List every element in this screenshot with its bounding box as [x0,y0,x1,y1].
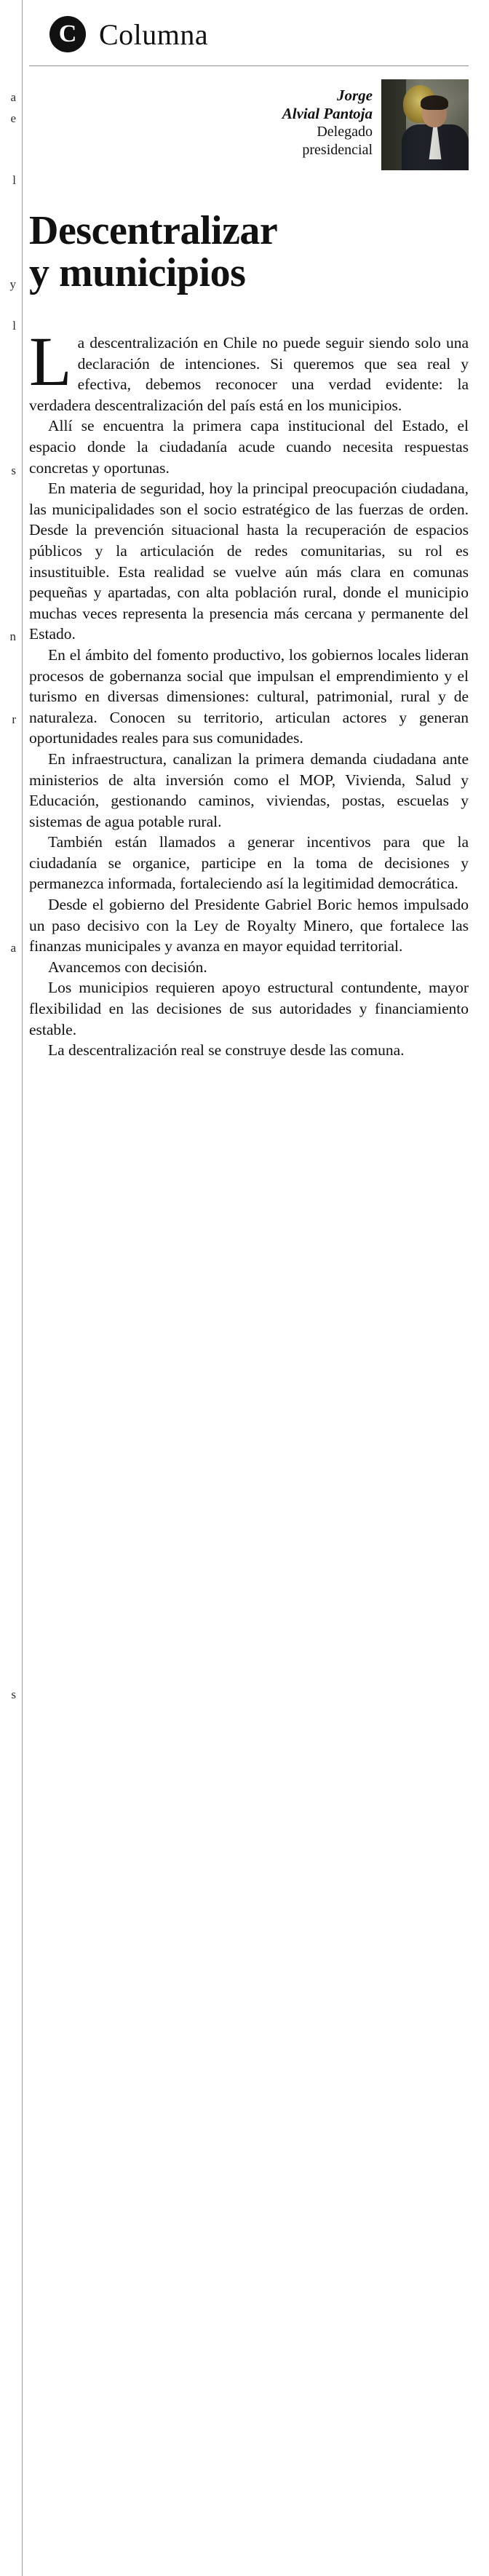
sliver-line [0,897,17,918]
article-paragraph: También están llamados a generar incentivos para que la ciudadanía se organice, participe en la toma de decisiones y permanezca informada, fortaleciendo así la legitimidad democrática. [29,833,469,893]
sliver-line [0,917,17,938]
sliver-line [0,399,17,420]
section-masthead [29,0,469,63]
sliver-line [0,1353,17,1374]
sliver-line [0,1975,17,1996]
column-divider-rule [22,0,23,2576]
sliver-line [0,378,17,399]
sliver-line [0,1207,17,1228]
article-paragraph [29,322,469,416]
article-paragraph: En el ámbito del fomento productivo, los gobiernos locales lideran procesos de gobernanza social que impulsan el emprendimiento y el turismo en diversas dimensiones: cultural, patrimonial, rural y de naturaleza. Conocen su territorio, articulan actores y generan oportunidades reales para sus comunidades. [29,645,469,747]
article-paragraph: Los municipios requieren apoyo estructural contundente, mayor flexibilidad en las decisiones de sus autoridades y financiamiento estable. [29,979,469,1038]
sliver-line [0,1850,17,1872]
sliver-line [0,1829,17,1850]
sliver-line: l [12,318,16,333]
sliver-line [0,544,17,565]
article-paragraph: En infraestructura, canalizan la primera demanda ciudadana ante ministerios de alta inversión como el MOP, Vivienda, Salud y Educación, gestionando caminos, viviendas, postas, escuelas y sistemas de agua potable rural. [29,750,469,830]
sliver-line [0,1581,17,1602]
article-paragraph-text: a descentralización en Chile no puede seguir siendo solo una declaración de intenciones. Si queremos que sea real y efectiva, debemos reconocer una verdad evidente: la verdadera descentralización del país está en los municipios. [29,334,469,414]
sliver-line: s [11,1687,16,1701]
article-paragraph: Avancemos con decisión. [48,958,207,976]
sliver-line [0,834,17,855]
sliver-line [0,855,17,876]
sliver-line [0,2016,17,2038]
sliver-line [0,772,17,793]
section-title: Columna [99,17,209,51]
sliver-line [0,1995,17,2016]
sliver-line [0,792,17,814]
sliver-line [0,1933,17,1955]
article-paragraph: En materia de seguridad, hoy la principal preocupación ciudadana, las municipalidades son el socio estratégico de las fuerzas de orden. Desde la prevención situacional hasta la recuperación de espacios públicos y la articulación de redes comunitarias, su rol es insustituible. Esta realidad se vuelve aún más clara en comunas pequeñas y apartadas, con alta población rural, donde el municipio muchas veces representa la presencia más cercana y permanente del Estado. [29,480,469,643]
article-paragraph: Allí se encuentra la primera capa institucional del Estado, el espacio donde la ciudadanía acude cuando necesita respuestas concretas y oportunas. [29,417,469,477]
author-last-name: Alvial Pantoja [282,105,373,122]
sliver-line [0,1415,17,1436]
byline-block [29,66,469,175]
sliver-line [0,440,17,461]
article-paragraph: La descentralización real se construye desde las comuna. [48,1041,405,1060]
adjacent-column-sliver [0,0,17,2576]
sliver-line [0,129,17,150]
sliver-line [0,523,17,544]
sliver-line [0,1622,17,1643]
sliver-line [0,1809,17,1830]
sliver-line [0,1456,17,1477]
headline-line-1: Descentralizar [29,207,278,253]
sliver-line [0,1332,17,1353]
sliver-line [0,1643,17,1664]
article-column [29,0,474,2576]
sliver-line [0,1892,17,1913]
sliver-line [0,979,17,1001]
sliver-line [0,1477,17,1498]
sliver-line [0,1788,17,1809]
sliver-line [0,295,17,316]
sliver-line [0,751,17,772]
sliver-line [0,648,17,669]
portrait-shading [381,79,469,170]
sliver-line [0,1912,17,1933]
sliver-line [0,1104,17,1125]
sliver-line [0,233,17,254]
sliver-line [0,1062,17,1084]
drop-cap: L [29,322,72,401]
sliver-line [0,1602,17,1623]
article-body [29,322,469,1061]
column-badge-icon: C [49,16,86,52]
sliver-line [0,191,17,212]
sliver-line [0,1871,17,1892]
sliver-line [0,1394,17,1415]
sliver-line [0,150,17,171]
sliver-line [0,212,17,233]
sliver-line: y [9,277,16,291]
sliver-line [0,731,17,752]
sliver-line [0,1311,17,1332]
sliver-line [0,2037,17,2058]
sliver-line [0,1041,17,1062]
sliver-line [0,606,17,627]
author-first-name: Jorge [337,87,373,104]
sliver-line [0,502,17,523]
byline-text [282,79,373,159]
sliver-line [0,1083,17,1104]
sliver-line [0,565,17,586]
sliver-line [0,1270,17,1291]
sliver-line: a [10,940,16,955]
sliver-line [0,253,17,274]
sliver-line [0,689,17,710]
sliver-line [0,958,17,979]
sliver-line [0,1663,17,1685]
sliver-line [0,585,17,606]
sliver-line [0,814,17,835]
sliver-line: r [12,712,16,726]
sliver-line [0,1705,17,1726]
sliver-line [0,357,17,378]
author-role-line2: presidencial [302,142,373,158]
sliver-line [0,1124,17,1145]
sliver-line [0,1954,17,1975]
sliver-line [0,1290,17,1311]
sliver-line [0,2058,17,2079]
sliver-line [0,1768,17,1789]
sliver-line [0,1746,17,1768]
sliver-line [0,336,17,357]
sliver-line [0,1249,17,1270]
article-paragraph: Desde el gobierno del Presidente Gabriel Boric hemos impulsado un paso decisivo con la Ley de Royalty Minero, que fortalece las finanzas municipales y avanza en mayor equidad territorial. [29,896,469,955]
sliver-line [0,1228,17,1249]
sliver-line: a [10,90,16,104]
sliver-line [0,1539,17,1560]
article-headline [29,202,469,298]
sliver-line: s [11,464,16,477]
author-role-line1: Delegado [317,124,373,140]
sliver-line [0,1021,17,1042]
sliver-line [0,1145,17,1166]
sliver-line [0,419,17,440]
sliver-line [0,1187,17,1208]
sliver-line [0,1519,17,1540]
sliver-line [0,1498,17,1519]
sliver-line: l [12,173,16,187]
sliver-line [0,1000,17,1021]
author-portrait-photo [381,79,469,170]
sliver-line [0,1166,17,1187]
sliver-line: e [10,111,16,125]
sliver-line [0,668,17,689]
sliver-line [0,875,17,897]
headline-line-2: y municipios [29,250,246,295]
sliver-line [0,1726,17,1747]
sliver-line: n [9,629,16,643]
sliver-line [0,1373,17,1394]
sliver-line [0,482,17,503]
sliver-line [0,1436,17,1457]
sliver-line [0,1560,17,1581]
